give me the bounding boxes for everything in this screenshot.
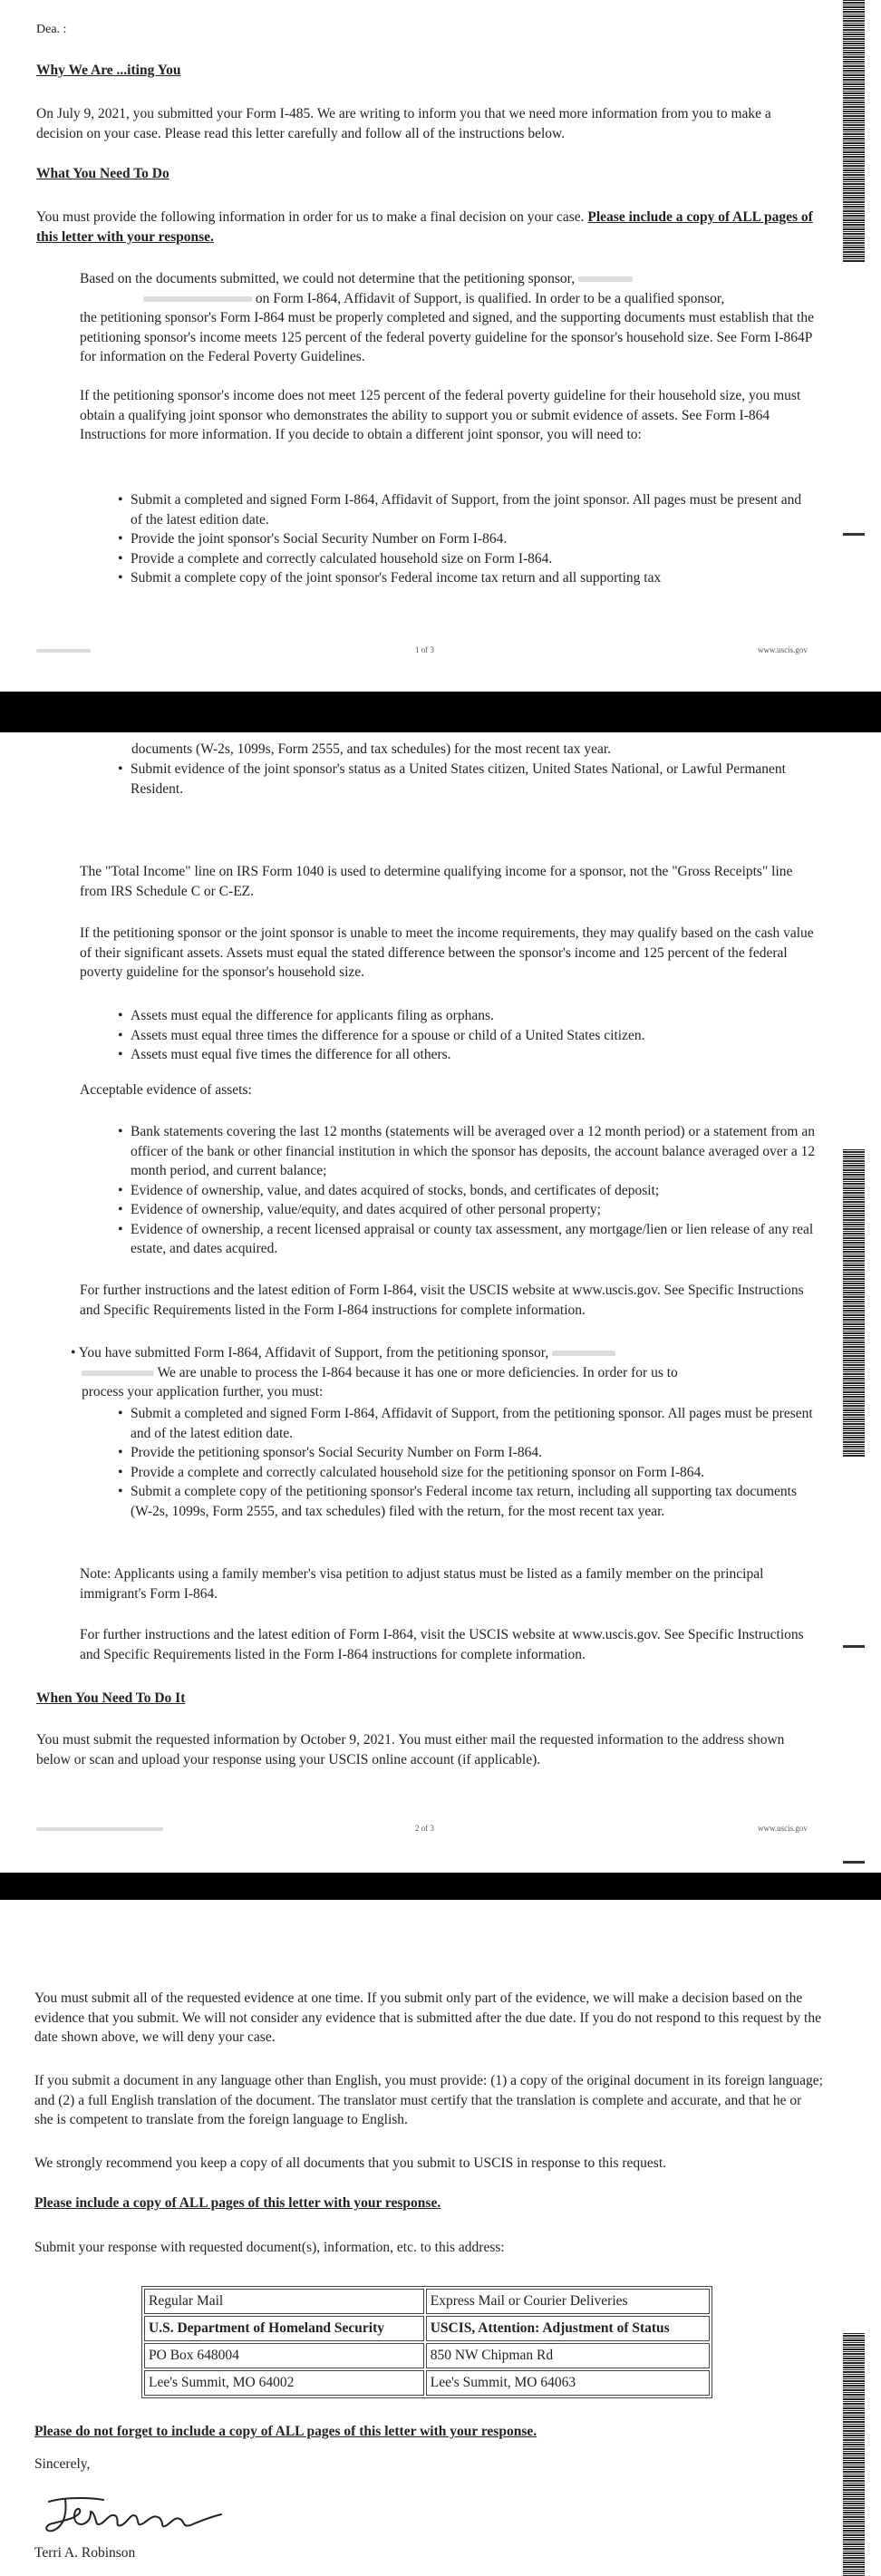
list-item: • Submit a completed and signed Form I-864, Affidavit of Support, from the joint sponsor. All pages must be present and of the latest edition date. (118, 490, 816, 529)
why-heading: Why We Are ...iting You (36, 63, 181, 78)
barcode (843, 2333, 865, 2576)
table-cell: Lee's Summit, MO 64002 (144, 2370, 424, 2396)
need-emphasis: Please include a copy of ALL pages of this letter with your response. (36, 209, 813, 245)
table-row (144, 2289, 710, 2314)
table-cell: Lee's Summit, MO 64063 (426, 2370, 710, 2396)
table-row (144, 2316, 710, 2341)
list-item: • Submit a completed and signed Form I-864, Affidavit of Support, from the petitioning sponsor. All pages must be present and of the latest edition date. (118, 1404, 816, 1443)
footer-id (36, 1824, 163, 1833)
do-not-forget-notice: Please do not forget to include a copy of ALL pages of this letter with your response. (34, 2424, 537, 2439)
page-number: 1 of 3 (415, 645, 434, 654)
submitted-line-2: We are unable to process the I-864 because it has one or more deficiencies. In order for us to (71, 1363, 814, 1383)
table-cell: USCIS, Attention: Adjustment of Status (426, 2316, 710, 2341)
list-item: • Evidence of ownership, value, and dates acquired of stocks, bonds, and certificates of deposit; (118, 1181, 816, 1201)
edge-mark (843, 1645, 865, 1648)
page-gap (0, 692, 881, 732)
list-item: • Evidence of ownership, value/equity, and dates acquired of other personal property; (118, 1200, 816, 1220)
table-row (144, 2370, 710, 2396)
language-paragraph: If you submit a document in any language other than English, you must provide: (1) a copy of the original document in its foreign language; and (2) a full English translation of the document. The translator must certify that the translation is complete and accurate, and that he or she is competent to translate from the foreign language to English. (34, 2073, 823, 2127)
letter-page-1 (0, 0, 881, 692)
mailing-address-table (141, 2286, 712, 2398)
acceptable-evidence-label: Acceptable evidence of assets: (80, 1082, 252, 1098)
table-cell: Express Mail or Courier Deliveries (426, 2289, 710, 2314)
list-item: • Provide a complete and correctly calculated household size for the petitioning sponsor on Form I-864. (118, 1463, 816, 1483)
when-paragraph: You must submit the requested information by October 9, 2021. You must either mail the requested information to the address shown below or scan and upload your response using your USCIS online account (if applicable). (36, 1732, 785, 1767)
signature (40, 2491, 239, 2540)
include-letter-notice: Please include a copy of ALL pages of this letter with your response. (34, 2195, 441, 2211)
list-item: • Provide the joint sponsor's Social Security Number on Form I-864. (118, 529, 816, 549)
edge-mark (843, 1861, 865, 1864)
salutation: Dea. : (36, 23, 67, 36)
footer-website: www.uscis.gov (758, 645, 808, 654)
barcode (843, 0, 865, 263)
submit-address-paragraph: Submit your response with requested document(s), information, etc. to this address: (34, 2240, 505, 2255)
list-item: • Submit a complete copy of the joint sponsor's Federal income tax return and all supporting tax (118, 568, 816, 588)
petitioner-requirements-list (118, 1404, 816, 1521)
joint-sponsor-paragraph: If the petitioning sponsor's income does not meet 125 percent of the federal poverty guideline for their household size, you must obtain a qualifying joint sponsor who demonstrates the ability to support you or submit evidence of assets. See Form I-864 Instructions for more information. If you decide to obtain a different joint sponsor, you will need to: (80, 388, 801, 442)
what-heading: What You Need To Do (36, 166, 169, 181)
submitted-paragraph (71, 1343, 814, 1402)
assets-list (118, 1006, 816, 1065)
list-item: • Assets must equal three times the difference for a spouse or child of a United States citizen. (118, 1026, 816, 1046)
footer-website: www.uscis.gov (758, 1824, 808, 1833)
table-cell: PO Box 648004 (144, 2343, 424, 2368)
list-item: • Provide the petitioning sponsor's Social Security Number on Form I-864. (118, 1443, 816, 1463)
continued-text: documents (W-2s, 1099s, Form 2555, and tax schedules) for the most recent tax year. (131, 741, 612, 757)
list-item: • Submit evidence of the joint sponsor's status as a United States citizen, United States National, or Lawful Permanent Resident. (118, 760, 816, 799)
total-income-paragraph: The "Total Income" line on IRS Form 1040 is used to determine qualifying income for a sponsor, not the "Gross Receipts" line from IRS Schedule C or C-EZ. (80, 864, 793, 899)
sincerely: Sincerely, (34, 2456, 91, 2472)
signer-name: Terri A. Robinson (34, 2545, 136, 2561)
joint-sponsor-list (118, 490, 816, 588)
list-item: • Bank statements covering the last 12 months (statements will be averaged over a 12 month period) or a statement from an officer of the bank or other financial institution in which the sponsor has deposits, the account balance averaged over a 12 month period, and current balance; (118, 1122, 816, 1181)
intro-paragraph: On July 9, 2021, you submitted your Form I-485. We are writing to inform you that we need more information from you to make a decision on your case. Please read this letter carefully and follow all of the instructions below. (36, 106, 771, 141)
list-item: • Provide a complete and correctly calculated household size on Form I-864. (118, 549, 816, 569)
need-paragraph (36, 208, 816, 247)
sponsor-line-1: Based on the documents submitted, we could not determine that the petitioning sponsor, (80, 269, 814, 289)
footer-id (36, 645, 91, 654)
letter-page-2 (0, 732, 881, 1873)
table-row (144, 2343, 710, 2368)
sponsor-line-2: on Form I-864, Affidavit of Support, is qualified. In order to be a qualified sponsor, (80, 289, 814, 309)
further-instructions-2: For further instructions and the latest edition of Form I-864, visit the USCIS website at www.uscis.gov. See Specific Instructions and Specific Requirements listed in the Form I-864 instructions for complete information. (80, 1627, 804, 1662)
recommend-paragraph: We strongly recommend you keep a copy of all documents that you submit to USCIS in response to this request. (34, 2155, 667, 2171)
letter-page-3 (0, 1900, 881, 2576)
status-list (118, 760, 816, 799)
edge-mark (843, 533, 865, 536)
sponsor-paragraph (80, 269, 814, 367)
all-evidence-paragraph: You must submit all of the requested evidence at one time. If you submit only part of the evidence, we will make a decision based on the evidence that you submit. We will not consider any evidence that is submitted after the due date. If you do not respond to this request by the date shown above, we will deny your case. (34, 1990, 821, 2045)
list-item: • Submit a complete copy of the petitioning sponsor's Federal income tax return, including all supporting tax documents (W-2s, 1099s, Form 2555, and tax schedules) filed with the return, for the most recent tax year. (118, 1482, 816, 1521)
note-paragraph: Note: Applicants using a family member's visa petition to adjust status must be listed as a family member on the principal immigrant's Form I-864. (80, 1566, 764, 1602)
page-number: 2 of 3 (415, 1824, 434, 1833)
barcode (843, 1149, 865, 1457)
list-item: • Evidence of ownership, a recent licensed appraisal or county tax assessment, any mortgage/lien or lien release of any real estate, and dates acquired. (118, 1220, 816, 1259)
table-cell: Regular Mail (144, 2289, 424, 2314)
assets-paragraph: If the petitioning sponsor or the joint sponsor is unable to meet the income requirements, they may qualify based on the cash value of their significant assets. Assets must equal the stated difference between the sponsor's income and 125 percent of the federal poverty guideline for the sponsor's household size. (80, 925, 814, 980)
further-instructions-1: For further instructions and the latest edition of Form I-864, visit the USCIS website at www.uscis.gov. See Specific Instructions and Specific Requirements listed in the Form I-864 instructions for complete information. (80, 1283, 804, 1318)
need-text: You must provide the following information in order for us to make a final decision on your case. (36, 209, 585, 225)
when-heading: When You Need To Do It (36, 1690, 186, 1706)
table-cell: U.S. Department of Homeland Security (144, 2316, 424, 2341)
submitted-line-3: process your application further, you must: (82, 1384, 324, 1399)
evidence-list (118, 1122, 816, 1259)
list-item: • Assets must equal five times the difference for all others. (118, 1045, 816, 1065)
table-cell: 850 NW Chipman Rd (426, 2343, 710, 2368)
submitted-line-1: • You have submitted Form I-864, Affidavit of Support, from the petitioning sponsor, (71, 1343, 814, 1363)
page-gap (0, 1873, 881, 1900)
sponsor-line-rest: the petitioning sponsor's Form I-864 must be properly completed and signed, and the supporting documents must establish that the petitioning sponsor's income meets 125 percent of the federal poverty guideline for the sponsor's household size. See Form I-864P for information on the Federal Poverty Guidelines. (80, 310, 814, 364)
list-item: • Assets must equal the difference for applicants filing as orphans. (118, 1006, 816, 1026)
